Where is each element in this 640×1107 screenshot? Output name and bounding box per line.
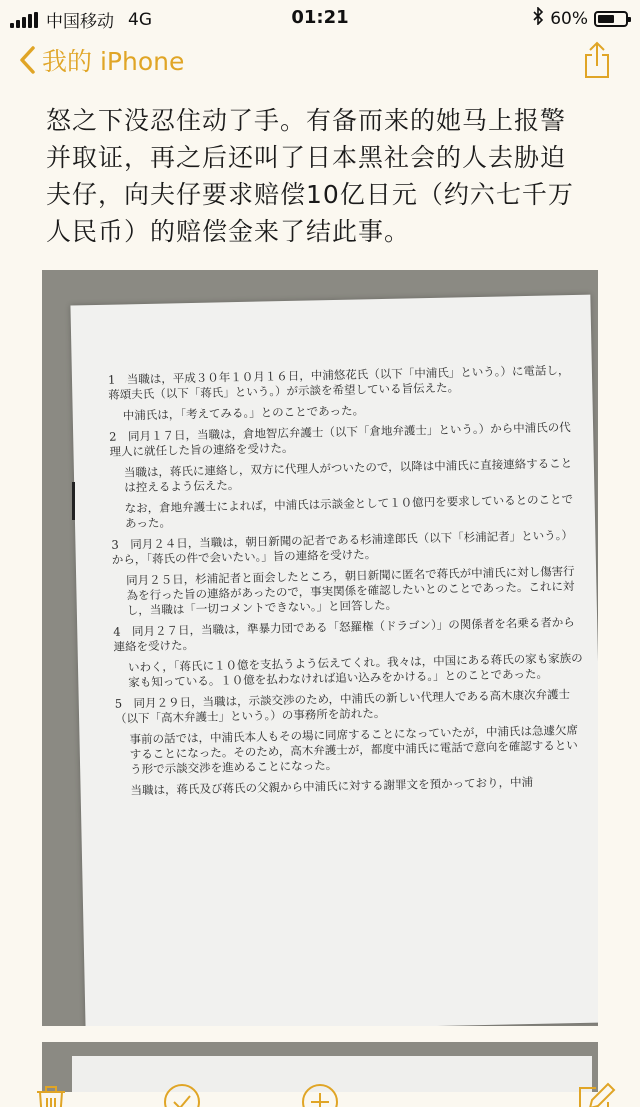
doc-paragraph: 3 同月２４日，当職は，朝日新聞の記者である杉浦達郎氏（以下「杉浦記者」という。）から，「蒋氏の件で会いたい。」旨の連絡を受けた。 (111, 528, 574, 567)
compose-icon (576, 1080, 616, 1107)
doc-paragraph: 5 同月２９日，当職は，示談交渉のため，中浦氏の新しい代理人である高木康次弁護士（以下「高木弁護士」という。）の事務所を訪れた。 (114, 687, 571, 726)
note-line: 并取证，再之后还叫了日本黑社会的人去胁迫 (46, 143, 567, 172)
nav-bar (0, 36, 640, 96)
battery-percent: 60% (550, 8, 588, 29)
status-right (532, 7, 628, 30)
doc-paragraph: 当職は，蒋氏及び蒋氏の父親から中浦氏に対する謝罪文を預かっており，中浦 (130, 774, 534, 798)
doc-paragraph: 同月２５日，杉浦記者と面会したところ，朝日新聞に匿名で蒋氏が中浦氏に対し傷害行為を行った旨の連絡があったので，事実関係を確認したいとのことであった。これに対し，当職は「一切コメントできない。」と回答した。 (126, 564, 575, 618)
back-label: 我的 iPhone (42, 47, 185, 76)
checklist-icon (162, 1080, 202, 1107)
share-icon (582, 40, 612, 80)
network-label: 4G (128, 9, 152, 30)
doc-paragraph: 4 同月２７日，当職は，準暴力団である「怒羅権（ドラゴン）」の関係者を名乗る者から連絡を受けた。 (113, 615, 575, 654)
checklist-button[interactable] (162, 1080, 202, 1107)
document-photo[interactable] (42, 270, 598, 1026)
bluetooth-icon (532, 7, 544, 30)
status-bar (0, 0, 640, 36)
trash-button[interactable] (34, 1080, 68, 1107)
note-line: 怒之下没忍住动了手。有备而来的她马上报警 (46, 106, 567, 135)
clock: 01:21 (291, 7, 349, 28)
add-icon (300, 1080, 340, 1107)
chevron-left-icon (18, 45, 36, 75)
battery-icon (594, 11, 628, 27)
note-line: 夫仔，向夫仔要求赔偿10亿日元（约六七千万 (46, 180, 574, 209)
compose-button[interactable] (576, 1080, 616, 1107)
trash-icon (34, 1080, 68, 1107)
note-line: 人民币）的赔偿金来了结此事。 (46, 217, 411, 246)
doc-paragraph: いわく，「蒋氏に１０億を支払うよう伝えてくれ。我々は，中国にある蒋氏の家も家族の家も知っている。１０億を払わなければ追い込みをかける。」とのことであった。 (127, 650, 583, 690)
doc-paragraph: なお，倉地弁護士によれば，中浦氏は示談金として１０億円を要求しているとのことであった。 (124, 492, 574, 531)
note-body[interactable] (46, 102, 606, 250)
margin-mark (72, 482, 75, 520)
doc-paragraph: 当職は，蒋氏に連絡し，双方に代理人がついたので，以降は中浦氏に直接連絡することは控えるよう伝えた。 (123, 456, 573, 495)
doc-paragraph: 中浦氏は，「考えてみる。」とのことであった。 (122, 403, 365, 423)
paper-sheet (70, 295, 598, 1026)
add-button[interactable] (300, 1080, 340, 1107)
doc-paragraph: 1 当職は，平成３０年１０月１６日，中浦悠花氏（以下「中浦氏」という。）に電話し，蒋頌夫氏（以下「蒋氏」という。）が示談を希望している旨伝えた。 (107, 363, 570, 402)
carrier-label: 中国移动 (46, 12, 114, 32)
doc-paragraph: 事前の話では，中浦氏本人もその場に同席することになっていたが，中浦氏は急遽欠席することになった。そのため，高木弁護士が，都度中浦氏に電話で意向を確認するという形で示談交渉を進めることになった。 (129, 722, 579, 777)
document-text (108, 363, 587, 805)
bottom-toolbar (0, 1080, 640, 1107)
back-button[interactable] (18, 42, 184, 78)
doc-paragraph: 2 同月１７日，当職は，倉地智広弁護士（以下「倉地弁護士」という。）から中浦氏の代理人に就任した旨の連絡を受けた。 (109, 420, 571, 459)
share-button[interactable] (582, 40, 612, 84)
